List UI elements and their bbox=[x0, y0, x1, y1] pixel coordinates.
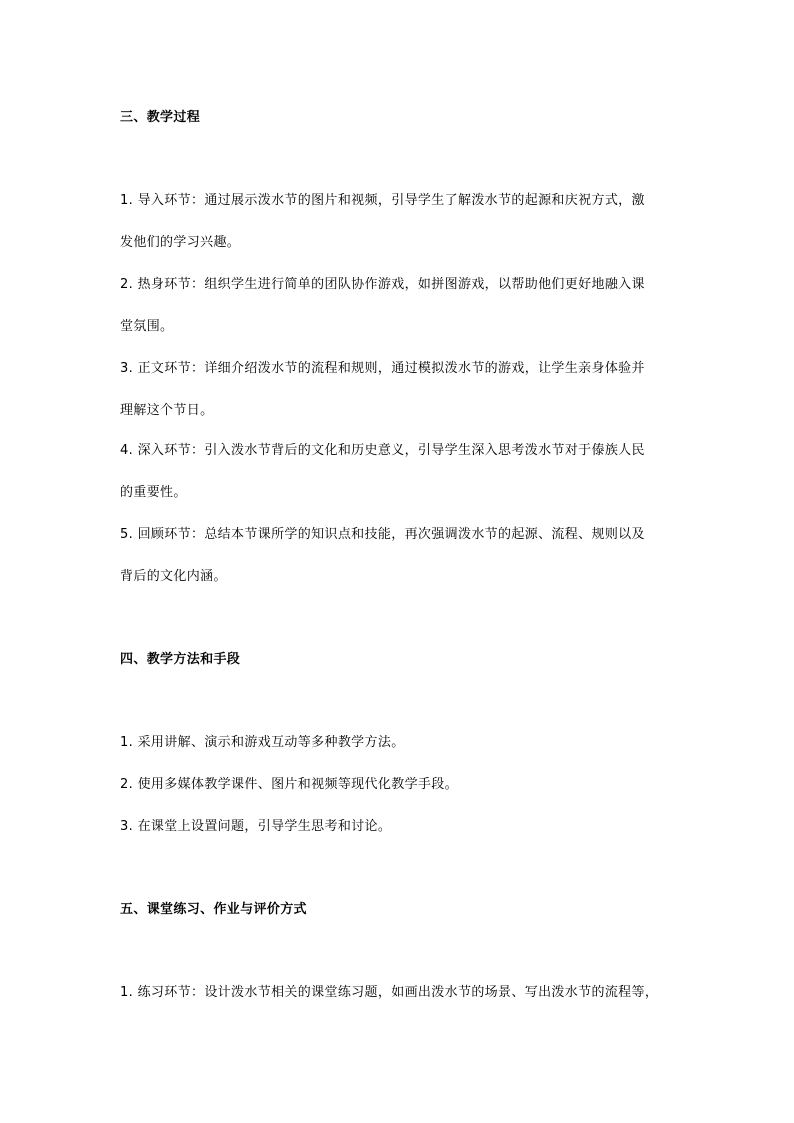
paragraph-line: 2. 热身环节：组织学生进行简单的团队协作游戏，如拼图游戏，以帮助他们更好地融入课 bbox=[120, 277, 645, 292]
paragraph-line: 理解这个节日。 bbox=[120, 403, 214, 418]
section-heading-methods: 四、教学方法和手段 bbox=[120, 652, 241, 667]
paragraph-line: 1. 采用讲解、演示和游戏互动等多种教学方法。 bbox=[120, 735, 405, 750]
paragraph-line: 堂氛围。 bbox=[120, 319, 174, 334]
paragraph-line: 3. 正文环节：详细介绍泼水节的流程和规则，通过模拟泼水节的游戏，让学生亲身体验并 bbox=[120, 361, 645, 376]
paragraph-line: 3. 在课堂上设置问题，引导学生思考和讨论。 bbox=[120, 819, 392, 834]
paragraph-line: 发他们的学习兴趣。 bbox=[120, 235, 241, 250]
paragraph-line: 1. 导入环节：通过展示泼水节的图片和视频，引导学生了解泼水节的起源和庆祝方式，激 bbox=[120, 193, 645, 208]
section-heading-practice: 五、课堂练习、作业与评价方式 bbox=[120, 902, 307, 917]
paragraph-line: 背后的文化内涵。 bbox=[120, 569, 227, 584]
paragraph-line: 2. 使用多媒体教学课件、图片和视频等现代化教学手段。 bbox=[120, 777, 458, 792]
paragraph-line: 4. 深入环节：引入泼水节背后的文化和历史意义，引导学生深入思考泼水节对于傣族人民 bbox=[120, 443, 645, 458]
paragraph-line: 5. 回顾环节：总结本节课所学的知识点和技能，再次强调泼水节的起源、流程、规则以及 bbox=[120, 527, 645, 542]
paragraph-line: 的重要性。 bbox=[120, 485, 187, 500]
section-heading-teaching-process: 三、教学过程 bbox=[120, 110, 201, 125]
paragraph-line: 1. 练习环节：设计泼水节相关的课堂练习题，如画出泼水节的场景、写出泼水节的流程等， bbox=[120, 985, 659, 1000]
